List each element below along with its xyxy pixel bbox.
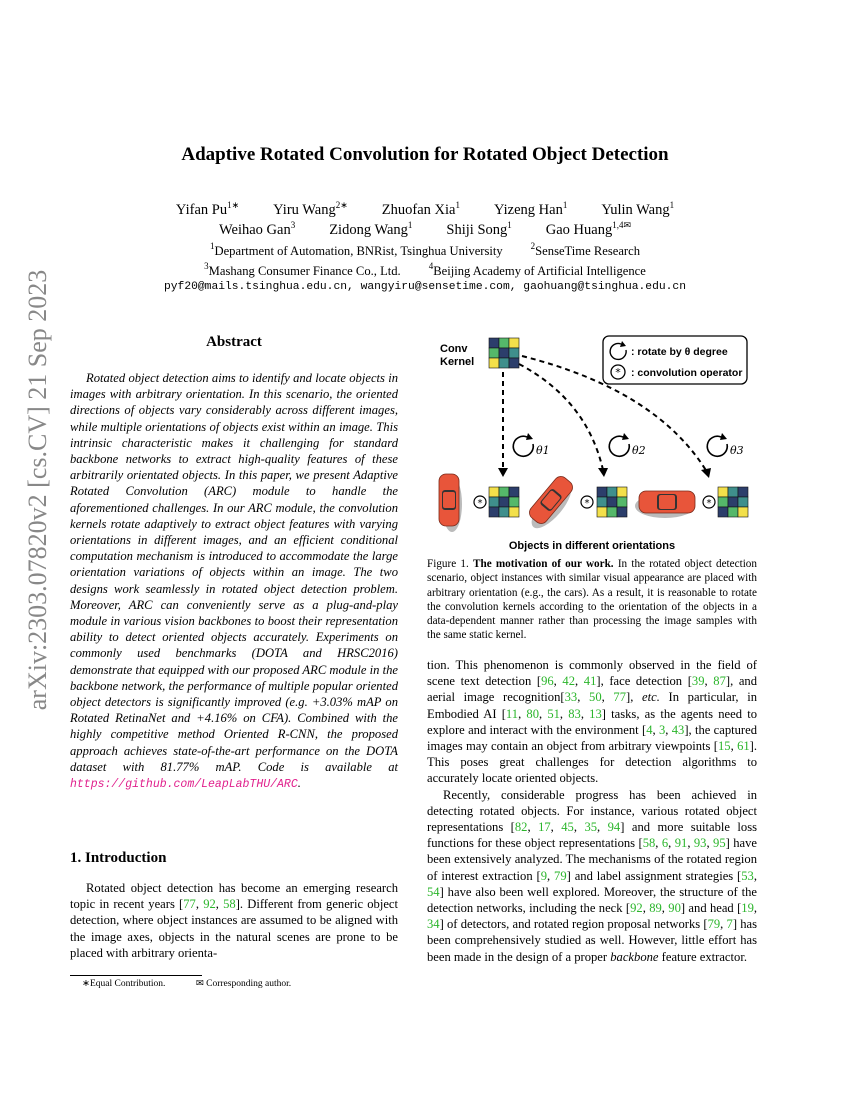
author-gao-huang: Gao Huang$^{1,4✉}$ bbox=[545, 220, 632, 238]
affiliation-2: $^2$SenseTime Research bbox=[530, 241, 640, 258]
figure-1-graphic bbox=[427, 330, 757, 552]
kernel-label-1: Conv bbox=[440, 343, 468, 355]
rotate-icon bbox=[707, 433, 727, 456]
svg-text:*: * bbox=[477, 498, 483, 509]
convolution-operator-icon bbox=[581, 496, 593, 509]
legend-conv: : convolution operator bbox=[631, 367, 743, 379]
rotated-kernel-1 bbox=[489, 487, 519, 517]
car-1 bbox=[439, 474, 462, 532]
author-shiji-song: Shiji Song$^1$ bbox=[446, 220, 512, 238]
author-yulin-wang: Yulin Wang$^1$ bbox=[601, 200, 675, 218]
affiliation-3: $^3$Mashang Consumer Finance Co., Ltd. bbox=[204, 261, 401, 278]
caption-text: In the rotated object detection scenario, object instances with similar visual appearance are placed with arbitrary orientation (e.g., the cars). As a result, it is reasonable to rotate the convolution kernels according to the orientation of the objects in a data-dependent manner rather than processing the image samples with the same static kernel. bbox=[427, 558, 757, 642]
author-zhuofan-xia: Zhuofan Xia$^1$ bbox=[381, 200, 460, 218]
rotated-kernel-2 bbox=[597, 487, 627, 517]
rotate-icon bbox=[609, 433, 629, 456]
kernel-label-2: Kernel bbox=[440, 356, 475, 368]
caption-label: Figure 1. bbox=[427, 558, 469, 570]
svg-text:*: * bbox=[584, 498, 590, 509]
conv-kernel-grid bbox=[489, 338, 519, 368]
theta-label-1: θ1 bbox=[536, 444, 550, 457]
author-weihao-gan: Weihao Gan$^3$ bbox=[218, 220, 296, 238]
convolution-operator-icon bbox=[703, 496, 715, 509]
intro-paragraph-left: Rotated object detection has become an emerging research topic in recent years [77, 92, 58]. Different from generic object detection, where object instances are assumed to be aligned with the image axes, objects in the natural scenes are prone to be placed with arbitrary orienta- bbox=[70, 881, 399, 960]
intro-paragraph-right-1: tion. This phenomenon is commonly observed in the field of scene text detection [96, 42, 41], face detection [39, 87], and aerial image recognition[33, 50, 77], etc. In particular, in Embodied AI [11, 80, 51, 83, 13] tasks, as the agents need to explore and interact with the environment [4, 3, 43], the captured images may contain an object from arbitrary viewpoints [15, 61]. This poses great challenges for detection algorithms to accurately locate oriented objects. bbox=[427, 658, 758, 786]
car-2 bbox=[523, 474, 579, 535]
author-yifan-pu: Yifan $Pu^{1∗}$ bbox=[175, 200, 240, 218]
affiliations-row-2 bbox=[0, 261, 850, 279]
abstract-body: Rotated object detection aims to identify and locate objects in images with arbitrary orientation. In this scenario, the oriented directions of objects vary considerably across different images, while multiple orientations of objects exist within an image. This intrinsic characteristic makes it challenging for standard backbone networks to extract high-quality features of these arbitrarily orientated objects. In this paper, we present Adaptive Rotated Convolution (ARC) module to handle the aforementioned challenges. In our ARC module, the convolution kernels rotate adaptively to extract object features with varying orientations in different images, and an efficient conditional computation mechanism is introduced to accommodate the large orientation variations of objects within an image. The two designs work seamlessly in rotated object detection problem. Moreover, ARC can conveniently serve as a plug-and-play module in various vision backbones to boost their representation ability to detect oriented objects accurately. Experiments on commonly used benchmarks (DOTA and HRSC2016) demonstrate that equipped with our proposed ARC module in the backbone network, the performance of multiple popular oriented object detectors is significantly improved (e.g. +3.03% mAP on Rotated RetinaNet and +4.16% on CFA). Combined with the highly competitive method Oriented R-CNN, the proposed approach achieves state-of-the-art performance on the DOTA dataset with 81.77% mAP. Code is available at https://github.com/LeapLabTHU/ARC. bbox=[70, 371, 398, 792]
footnote-divider bbox=[70, 975, 202, 976]
author-yizeng-han: Yizeng Han$^1$ bbox=[493, 200, 568, 218]
code-link[interactable]: https://github.com/LeapLabTHU/ARC bbox=[70, 778, 298, 792]
author-yiru-wang: Yiru Wang$^{2∗}$ bbox=[273, 200, 348, 218]
theta-label-2: θ2 bbox=[632, 444, 646, 457]
convolution-operator-icon bbox=[611, 365, 625, 379]
arxiv-identifier: arXiv:2303.07820v2 [cs.CV] 21 Sep 2023 bbox=[23, 269, 52, 711]
affiliations-row-1 bbox=[0, 241, 850, 259]
theta-label-3: θ3 bbox=[730, 444, 744, 457]
affiliation-4: $^4$Beijing Academy of Artificial Intelligence bbox=[428, 261, 646, 278]
svg-text:*: * bbox=[706, 498, 712, 509]
rotated-kernel-3 bbox=[718, 487, 748, 517]
intro-paragraph-right-2: Recently, considerable progress has been achieved in detecting rotated objects. For instance, various rotated object representations [82, 17, 45, 35, 94] and more suitable loss functions for these object representations [58, 6, 91, 93, 95] have been extensively analyzed. The mechanisms of the rotated region of interest extraction [9, 79] and label assignment strategies [53, 54] have also been well explored. Moreover, the structure of the detection networks, including the neck [92, 89, 90] and head [19, 34] of detectors, and rotated region proposal networks [79, 7] has been comprehensively studied as well. However, little effort has been made in the design of a proper backbone feature extractor. bbox=[427, 787, 758, 964]
footnote-corresponding-author: ✉ Corresponding author. bbox=[195, 979, 292, 989]
theta-rotation-icons bbox=[513, 433, 743, 457]
abstract-heading: Abstract bbox=[206, 334, 262, 350]
author-zidong-wang: Zidong Wang$^1$ bbox=[329, 220, 413, 238]
legend-rotate: : rotate by θ degree bbox=[631, 346, 728, 358]
figure-1 bbox=[427, 330, 757, 552]
car-3 bbox=[635, 491, 695, 518]
paper-title: Adaptive Rotated Convolution for Rotated Object Detection bbox=[181, 144, 669, 165]
affiliation-1: $^1$Department of Automation, BNRist, Tsinghua University bbox=[210, 241, 503, 258]
svg-text:*: * bbox=[615, 366, 621, 379]
author-emails: pyf20@mails.tsinghua.edu.cn, wangyiru@sensetime.com, gaohuang@tsinghua.edu.cn bbox=[163, 281, 686, 293]
figure-1-caption bbox=[427, 557, 757, 643]
rotated-kernels bbox=[474, 487, 748, 517]
footnotes bbox=[82, 978, 291, 989]
figure-bottom-label: Objects in different orientations bbox=[508, 540, 676, 552]
abstract-text: Rotated object detection aims to identify and locate objects in images with arbitrary orientation. In this scenario, the oriented directions of objects vary considerably across different images, while multiple orientations of objects exist within an image. This intrinsic characteristic makes it challenging for standard backbone networks to extract high-quality features of these arbitrarily orientated objects. In this paper, we present Adaptive Rotated Convolution (ARC) module to handle the aforementioned challenges. In our ARC module, the convolution kernels rotate adaptively to extract object features with varying orientations in different images, and an efficient conditional computation mechanism is introduced to accommodate the large orientation variations of objects within an image. The two designs work seamlessly in rotated object detection problem. Moreover, ARC can conveniently serve as a plug-and-play module in various vision backbones to boost their representation ability to detect oriented objects accurately. Experiments on commonly used benchmarks (DOTA and HRSC2016) demonstrate that equipped with our proposed ARC module in the backbone network, the performance of multiple popular oriented object detectors is significantly improved (e.g. +3.03% mAP on Rotated RetinaNet and +4.16% on CFA). Combined with the highly competitive method Oriented R-CNN, the proposed approach achieves state-of-the-art performance on the DOTA dataset with 81.77% mAP. Code is available at bbox=[70, 371, 398, 774]
footnote-equal-contribution: ∗Equal Contribution. bbox=[82, 979, 166, 989]
authors-row-2 bbox=[0, 220, 850, 239]
convolution-operator-icon bbox=[474, 496, 486, 509]
caption-bold: The motivation of our work. bbox=[473, 558, 614, 570]
rotate-icon bbox=[513, 433, 533, 456]
intro-right-column bbox=[427, 657, 757, 965]
authors-row-1 bbox=[0, 200, 850, 219]
arrow-heads bbox=[498, 468, 711, 478]
section-heading-introduction: 1. Introduction bbox=[70, 850, 167, 866]
conv-kernel bbox=[489, 338, 519, 368]
